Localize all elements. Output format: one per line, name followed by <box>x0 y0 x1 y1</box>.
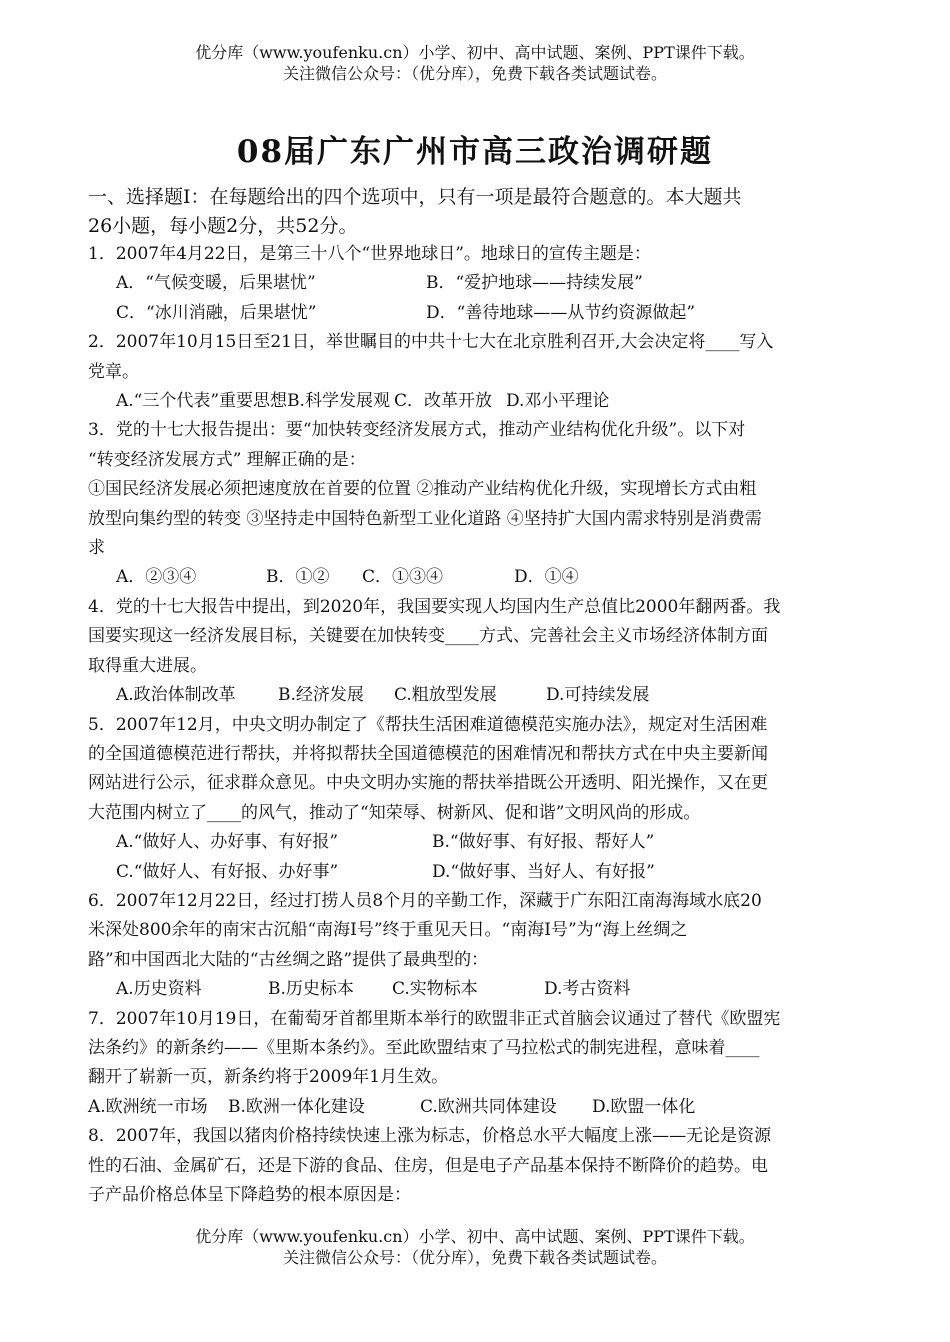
option-row <box>88 387 863 416</box>
question-4 <box>88 593 863 711</box>
option-c: C．改革开放 <box>393 391 492 412</box>
question-stem: 6．2007年12月22日，经过打捞人员8个月的辛勤工作，深藏于广东阳江南海海域水底20 <box>88 890 762 911</box>
option-c: C.“做好人、有好报、办好事” <box>116 861 339 882</box>
option-row <box>88 299 863 328</box>
option-d: D.邓小平理论 <box>505 391 610 412</box>
question-2 <box>88 328 863 416</box>
page-header <box>0 42 950 84</box>
question-stem: 大范围内树立了____的风气，推动了“知荣辱、树新风、促和谐”文明风尚的形成。 <box>88 802 701 823</box>
section-line-1: 一、选择题Ⅰ：在每题给出的四个选项中，只有一项是最符合题意的。本大题共 <box>88 186 742 208</box>
question-stem: 路”和中国西北大陆的“古丝绸之路”提供了最典型的： <box>88 949 489 970</box>
question-stem: 放型向集约型的转变 ③坚持走中国特色新型工业化道路 ④坚持扩大国内需求特别是消费需 <box>88 508 762 529</box>
option-b: B.“做好事、有好报、帮好人” <box>432 832 655 853</box>
option-b: B.欧洲一体化建设 <box>228 1096 365 1117</box>
question-stem: 5．2007年12月，中央文明办制定了《帮扶生活困难道德模范实施办法》，规定对生活困难 <box>88 714 768 735</box>
question-stem: 3．党的十七大报告提出：要“加快转变经济发展方式，推动产业结构优化升级”。以下对 <box>88 420 746 441</box>
question-stem: ①国民经济发展必须把速度放在首要的位置 ②推动产业结构优化升级，实现增长方式由粗 <box>88 479 757 500</box>
document-title: 08届广东广州市高三政治调研题 <box>236 134 714 170</box>
option-b: B.历史标本 <box>268 979 354 1000</box>
option-a: A.“三个代表”重要思想 <box>116 391 288 412</box>
option-row <box>88 563 863 592</box>
option-row <box>88 858 863 887</box>
question-1 <box>88 240 863 328</box>
header-line-2: 关注微信公众号：（优分库），免费下载各类试题试卷。 <box>282 64 667 83</box>
footer-line-1: 优分库（www.youfenku.cn）小学、初中、高中试题、案例、PPT课件下载。 <box>195 1227 755 1246</box>
option-c: C.欧洲共同体建设 <box>420 1096 557 1117</box>
header-line-1: 优分库（www.youfenku.cn）小学、初中、高中试题、案例、PPT课件下载。 <box>195 43 755 62</box>
question-list <box>88 240 863 1210</box>
question-6 <box>88 887 863 1005</box>
option-c: C．“冰川消融，后果堪忧” <box>116 302 317 323</box>
question-8 <box>88 1122 863 1210</box>
option-a: A.“做好人、办好事、有好报” <box>116 832 339 853</box>
option-d: D.可持续发展 <box>546 685 650 706</box>
section-instructions <box>88 183 863 241</box>
option-b: B.科学发展观 <box>287 391 390 412</box>
option-a: A.历史资料 <box>116 979 202 1000</box>
option-d: D.“做好事、当好人、有好报” <box>432 861 655 882</box>
option-row <box>88 681 863 710</box>
option-b: B．①② <box>266 567 330 588</box>
question-stem: 4．党的十七大报告中提出，到2020年，我国要实现人均国内生产总值比2000年翻两番。我 <box>88 596 781 617</box>
option-c: C.实物标本 <box>392 979 478 1000</box>
question-stem: 党章。 <box>88 361 139 382</box>
option-c: C．①③④ <box>362 567 444 588</box>
option-a: A．“气候变暖，后果堪忧” <box>116 273 316 294</box>
question-stem: 网站进行公示，征求群众意见。中央文明办实施的帮扶举措既公开透明、阳光操作，又在更 <box>88 773 768 794</box>
option-b: B.经济发展 <box>278 685 364 706</box>
question-stem: 法条约》的新条约——《里斯本条约》。至此欧盟结束了马拉松式的制宪进程，意味着____ <box>88 1037 760 1058</box>
option-d: D．“善待地球——从节约资源做起” <box>426 302 696 323</box>
page-footer <box>0 1226 950 1268</box>
question-stem: 1．2007年4月22日，是第三十八个“世界地球日”。地球日的宣传主题是： <box>88 244 651 264</box>
question-stem: 米深处800余年的南宋古沉船“南海Ⅰ号”终于重见天日。“南海Ⅰ号”为“海上丝绸之 <box>88 920 688 941</box>
option-d: D．①④ <box>514 567 579 588</box>
question-5 <box>88 711 863 887</box>
footer-line-2: 关注微信公众号：（优分库），免费下载各类试题试卷。 <box>282 1248 667 1267</box>
question-stem: 2．2007年10月15日至21日，举世瞩目的中共十七大在北京胜利召开,大会决定将____写入 <box>88 332 774 353</box>
question-3 <box>88 416 863 592</box>
option-a: A.欧洲统一市场 <box>88 1096 208 1117</box>
option-row <box>88 1093 863 1122</box>
question-stem: “转变经济发展方式” 理解正确的是： <box>88 449 366 470</box>
option-d: D.考古资料 <box>544 979 631 1000</box>
option-row <box>88 828 863 857</box>
question-stem: 7．2007年10月19日，在葡萄牙首都里斯本举行的欧盟非正式首脑会议通过了替代《欧盟宪 <box>88 1008 781 1029</box>
question-stem: 子产品价格总体呈下降趋势的根本原因是： <box>88 1185 411 1205</box>
option-c: C.粗放型发展 <box>394 685 497 706</box>
question-stem: 求 <box>88 538 105 559</box>
option-row <box>88 975 863 1004</box>
question-stem: 国要实现这一经济发展目标，关键要在加快转变____方式、完善社会主义市场经济体制方面 <box>88 626 768 647</box>
option-a: A．②③④ <box>116 567 197 588</box>
option-row <box>88 269 863 298</box>
question-stem: 的全国道德模范进行帮扶，并将拟帮扶全国道德模范的困难情况和帮扶方式在中央主要新闻 <box>88 743 768 764</box>
question-stem: 取得重大进展。 <box>88 655 207 676</box>
option-d: D.欧盟一体化 <box>592 1096 696 1117</box>
option-b: B．“爱护地球——持续发展” <box>426 273 643 294</box>
question-stem: 翻开了崭新一页，新条约将于2009年1月生效。 <box>88 1067 449 1088</box>
option-a: A.政治体制改革 <box>116 685 236 706</box>
question-stem: 8．2007年，我国以猪肉价格持续快速上涨为标志，价格总水平大幅度上涨——无论是资源 <box>88 1126 772 1147</box>
section-line-2: 26小题，每小题2分，共52分。 <box>88 215 358 237</box>
question-7 <box>88 1005 863 1123</box>
question-stem: 性的石油、金属矿石，还是下游的食品、住房，但是电子产品基本保持不断降价的趋势。电 <box>88 1155 768 1176</box>
